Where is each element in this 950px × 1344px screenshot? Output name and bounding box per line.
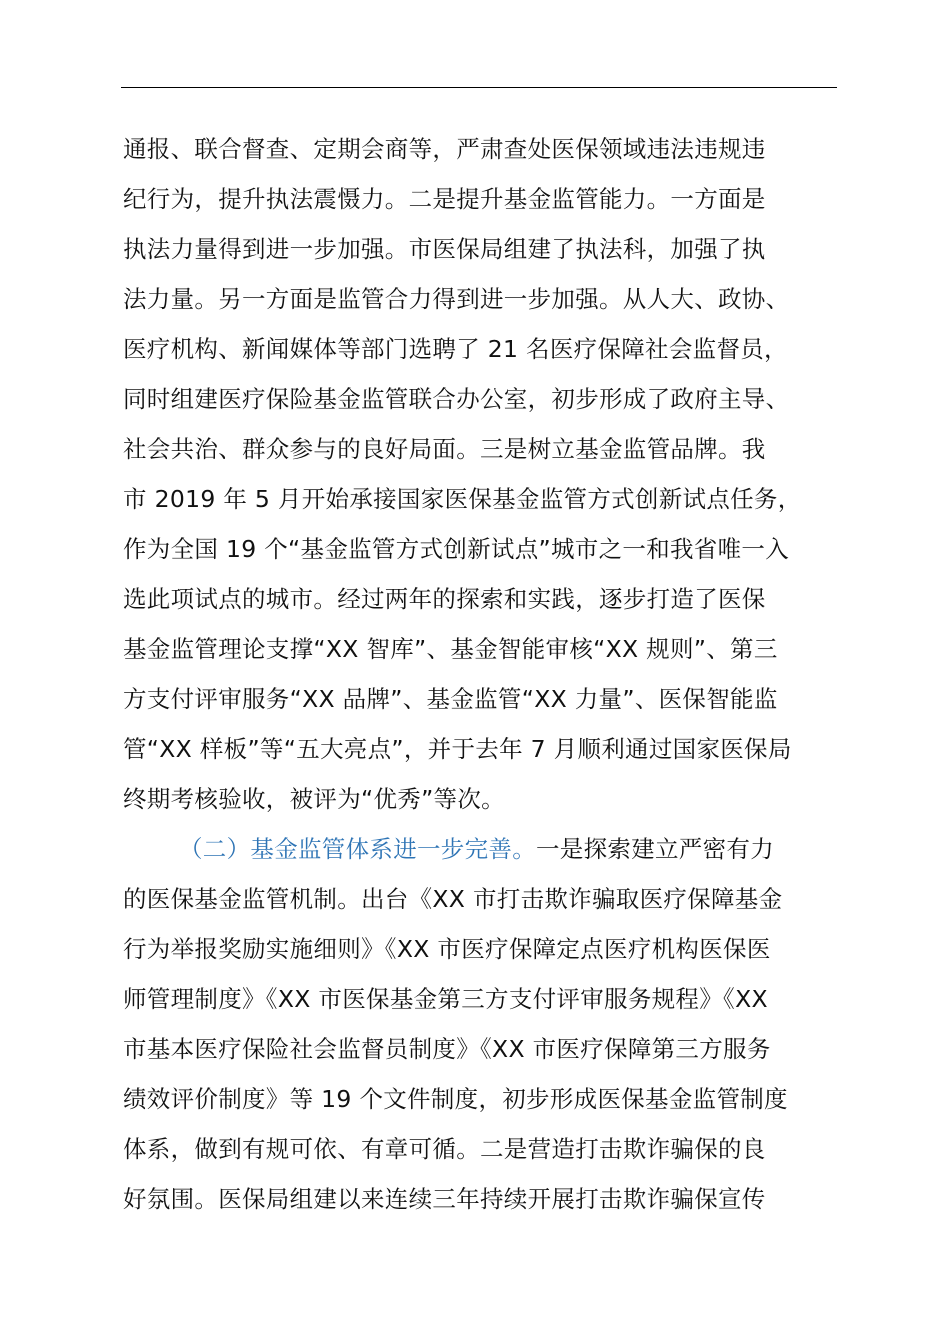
document-body	[123, 124, 837, 1224]
section-2-first-line	[123, 824, 837, 874]
header-rule	[121, 87, 837, 88]
text-line: 社会共治、群众参与的良好局面。三是树立基金监管品牌。我	[123, 435, 766, 463]
text-line: 作为全国 19 个“基金监管方式创新试点”城市之一和我省唯一入	[123, 535, 789, 563]
section-2-heading: （二）基金监管体系进一步完善。	[179, 835, 536, 863]
text-line: 同时组建医疗保险基金监管联合办公室，初步形成了政府主导、	[123, 385, 790, 413]
text-line: 通报、联合督查、定期会商等，严肃查处医保领域违法违规违	[123, 135, 766, 163]
text-line: 绩效评价制度》等 19 个文件制度，初步形成医保基金监管制度	[123, 1085, 788, 1113]
text-line: 法力量。另一方面是监管合力得到进一步加强。从人大、政协、	[123, 285, 790, 313]
text-line: 行为举报奖励实施细则》《XX 市医疗保障定点医疗机构医保医	[123, 935, 771, 963]
text-line: 的医保基金监管机制。出台《XX 市打击欺诈骗取医疗保障基金	[123, 885, 783, 913]
text-line: 体系，做到有规可依、有章可循。二是营造打击欺诈骗保的良	[123, 1135, 766, 1163]
text-line: 师管理制度》《XX 市医保基金第三方支付评审服务规程》《XX	[123, 985, 768, 1013]
text-line: 基金监管理论支撑“XX 智库”、基金智能审核“XX 规则”、第三	[123, 635, 778, 663]
text-line: 终期考核验收，被评为“优秀”等次。	[123, 785, 505, 813]
text-line: 市 2019 年 5 月开始承接国家医保基金监管方式创新试点任务，	[123, 485, 802, 513]
text-line: 选此项试点的城市。经过两年的探索和实践，逐步打造了医保	[123, 585, 766, 613]
text-line: 方支付评审服务“XX 品牌”、基金监管“XX 力量”、医保智能监	[123, 685, 778, 713]
text-line: 纪行为，提升执法震慑力。二是提升基金监管能力。一方面是	[123, 185, 766, 213]
text-line: 市基本医疗保险社会监督员制度》《XX 市医疗保障第三方服务	[123, 1035, 771, 1063]
section-2-first-line-text: 一是探索建立严密有力	[536, 835, 774, 863]
text-line: 管“XX 样板”等“五大亮点”，并于去年 7 月顺利通过国家医保局	[123, 735, 792, 763]
text-line: 执法力量得到进一步加强。市医保局组建了执法科，加强了执	[123, 235, 766, 263]
text-line: 医疗机构、新闻媒体等部门选聘了 21 名医疗保障社会监督员，	[123, 335, 788, 363]
text-line: 好氛围。医保局组建以来连续三年持续开展打击欺诈骗保宣传	[123, 1185, 766, 1213]
